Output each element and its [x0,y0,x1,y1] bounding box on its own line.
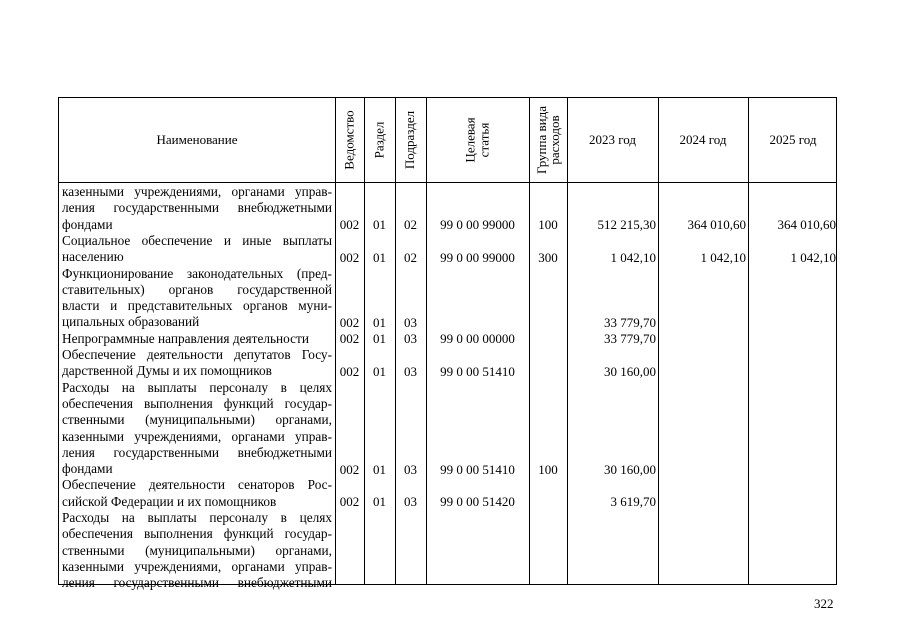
row-name-line: дарственной Думы и их помощников [62,363,272,379]
cell-razdel: 01 [373,249,386,265]
cell-razdel: 01 [373,461,386,477]
cell-podrazdel: 03 [404,461,417,477]
cell-gruppa: 100 [538,461,558,477]
cell-celevaya: 99 0 00 99000 [440,217,515,233]
header-name [59,98,335,182]
cell-vedomstvo: 002 [339,331,360,347]
header-gruppa-line2: расходов [547,115,563,165]
header-2025 [748,98,838,182]
budget-table [58,97,837,591]
header-2023-label: 2023 год [589,132,636,147]
row-name-line: ления государственными внебюджетными [62,444,332,460]
cell-2024: 364 010,60 [687,217,746,233]
cell-celevaya: 99 0 00 99000 [440,249,515,265]
row-name-line: фондами [62,461,113,477]
row-name-line: власти и представительных органов муни- [62,298,332,314]
row-name-line: ления государственными внебюджетными [62,200,332,216]
row-name-line: сийской Федерации и их помощников [62,493,277,509]
header-2025-label: 2025 год [769,132,817,147]
row-name-line: обеспечения выполнения функций государ- [62,395,332,411]
cell-2023: 30 160,00 [604,363,656,379]
header-2024-label: 2024 год [679,132,727,147]
cell-celevaya: 99 0 00 51410 [440,363,515,379]
cell-2024: 1 042,10 [700,249,746,265]
cell-2023: 33 779,70 [604,331,656,347]
cell-razdel: 01 [373,363,386,379]
cell-podrazdel: 03 [404,363,417,379]
row-name-line: Расходы на выплаты персоналу в целях [62,510,332,525]
row-name-line: казенными учреждениями, органами управ- [62,184,332,199]
cell-razdel: 01 [373,314,386,330]
cell-2025: 1 042,10 [790,249,836,265]
cell-gruppa: 100 [538,217,558,233]
row-name-line: ципальных образований [62,314,200,330]
header-name-label: Наименование [156,132,238,147]
cell-vedomstvo: 002 [339,249,360,265]
cell-2023: 3 619,70 [610,494,656,510]
row-name-line: казенными учреждениями, органами управ- [62,558,332,574]
cell-2023: 33 779,70 [604,314,656,330]
row-name-line: Обеспечение деятельности сенаторов Рос- [62,477,332,493]
row-name-line: ственными (муниципальными) органами, [62,412,332,428]
cell-podrazdel: 02 [404,217,417,233]
row-name-line: ставительных) органов государственной [62,281,332,297]
row-name-line: населению [62,249,124,265]
header-razdel [364,98,395,182]
row-name-line: Расходы на выплаты персоналу в целях [62,379,332,395]
header-2023 [567,98,658,182]
cell-razdel: 01 [373,494,386,510]
header-celevaya [426,98,529,182]
cell-podrazdel: 02 [404,249,417,265]
header-celevaya-line1: Целевая [462,117,478,163]
header-2024 [658,98,748,182]
row-name-line: Обеспечение деятельности депутатов Госу- [62,347,332,362]
header-divider [59,182,836,183]
cell-vedomstvo: 002 [339,461,360,477]
header-podrazdel-label: Подраздел [402,110,418,170]
header-podrazdel [395,98,426,182]
row-name-line: ственными (муниципальными) органами, [62,542,332,558]
cell-2023: 30 160,00 [604,461,656,477]
page-number: 322 [814,596,834,611]
row-name-line: ления государственными внебюджетными [62,575,332,591]
header-vedomstvo [335,98,364,182]
header-razdel-label: Раздел [371,121,387,159]
row-name-line: Социальное обеспечение и иные выплаты [62,232,332,248]
cell-vedomstvo: 002 [339,314,360,330]
row-name-line: Непрограммные направления деятельности [62,330,309,346]
header-vedomstvo-label: Ведомство [341,110,357,170]
cell-celevaya: 99 0 00 00000 [440,331,515,347]
row-name-line: Функционирование законодательных (пред- [62,265,332,281]
cell-vedomstvo: 002 [339,494,360,510]
header-gruppa [529,98,567,182]
header-gruppa-line1: Группа вида [534,106,550,174]
row-name-line: казенными учреждениями, органами управ- [62,428,332,444]
row-name-line: фондами [62,216,113,232]
cell-podrazdel: 03 [404,331,417,347]
cell-vedomstvo: 002 [339,363,360,379]
row-name-line: обеспечения выполнения функций государ- [62,526,332,542]
cell-2023: 512 215,30 [597,217,656,233]
cell-vedomstvo: 002 [339,217,360,233]
cell-2023: 1 042,10 [610,249,656,265]
cell-celevaya: 99 0 00 51410 [440,461,515,477]
cell-razdel: 01 [373,331,386,347]
cell-gruppa: 300 [538,249,558,265]
header-celevaya-line2: статья [476,122,492,158]
cell-celevaya: 99 0 00 51420 [440,494,515,510]
cell-podrazdel: 03 [404,314,417,330]
cell-razdel: 01 [373,217,386,233]
cell-podrazdel: 03 [404,494,417,510]
cell-2025: 364 010,60 [777,217,836,233]
